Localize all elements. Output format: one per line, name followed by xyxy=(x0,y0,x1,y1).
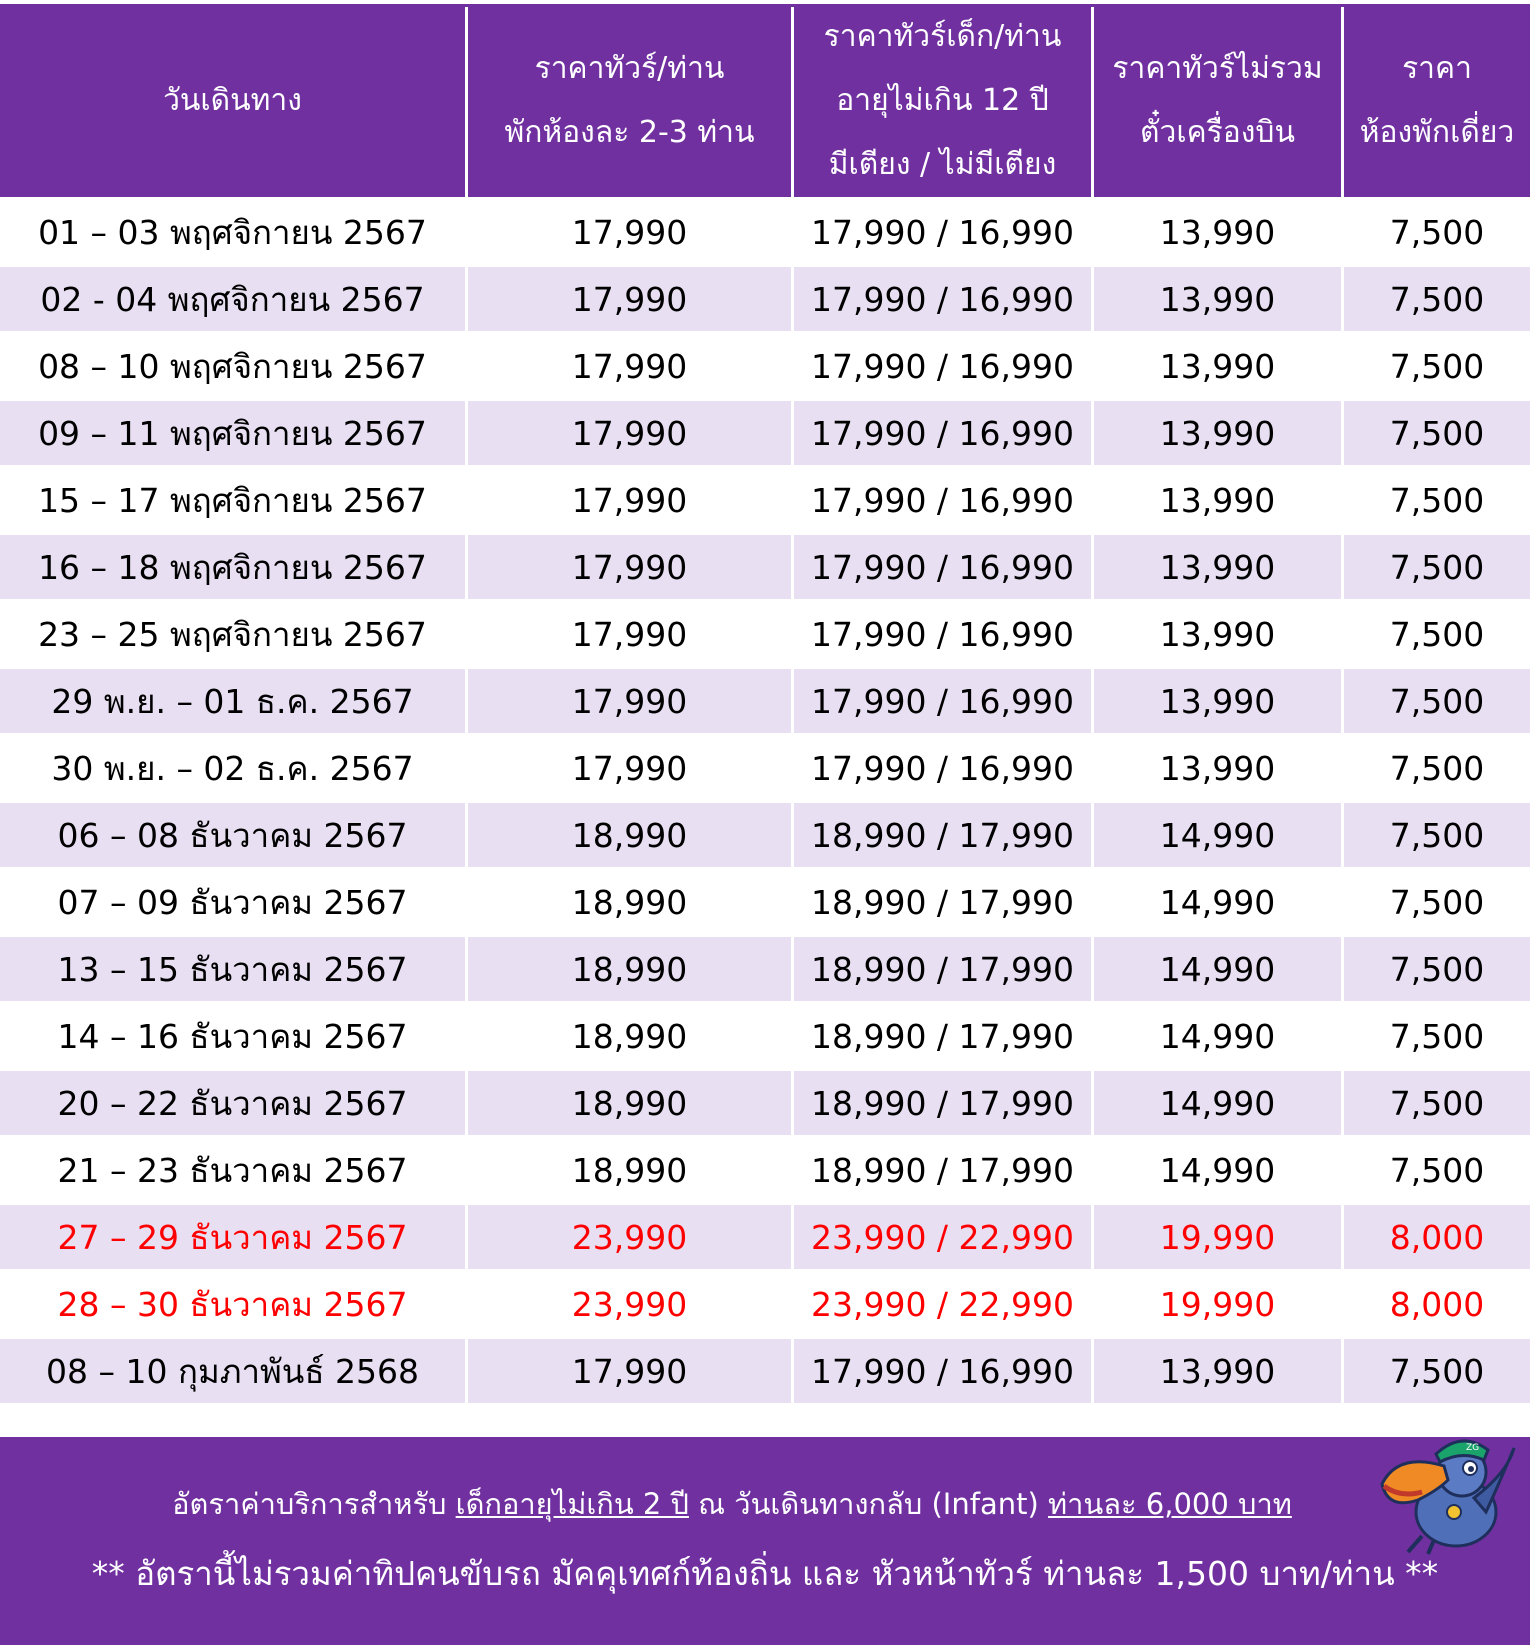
cell-single-room-price: 8,000 xyxy=(1344,1202,1530,1269)
header-row xyxy=(0,4,1530,197)
cell-child-price: 17,990 / 16,990 xyxy=(794,733,1094,800)
cell-child-price: 17,990 / 16,990 xyxy=(794,331,1094,398)
header-no-ticket-price xyxy=(1094,4,1344,197)
cell-child-price: 23,990 / 22,990 xyxy=(794,1269,1094,1336)
cell-no-ticket-price: 13,990 xyxy=(1094,398,1344,465)
cell-child-price: 18,990 / 17,990 xyxy=(794,800,1094,867)
cell-child-price: 18,990 / 17,990 xyxy=(794,867,1094,934)
cell-travel-date: 27 – 29 ธันวาคม 2567 xyxy=(0,1202,468,1269)
cell-adult-price: 18,990 xyxy=(468,1068,794,1135)
header-line: ราคาทัวร์ไม่รวม xyxy=(1112,50,1323,86)
price-sheet xyxy=(0,4,1530,1403)
cell-adult-price: 18,990 xyxy=(468,934,794,1001)
cell-no-ticket-price: 14,990 xyxy=(1094,1068,1344,1135)
footer-notes xyxy=(0,1437,1530,1645)
table-row xyxy=(0,599,1530,666)
cell-single-room-price: 7,500 xyxy=(1344,934,1530,1001)
cell-adult-price: 18,990 xyxy=(468,1135,794,1202)
table-row xyxy=(0,867,1530,934)
cell-adult-price: 17,990 xyxy=(468,599,794,666)
cell-travel-date: 21 – 23 ธันวาคม 2567 xyxy=(0,1135,468,1202)
cell-single-room-price: 7,500 xyxy=(1344,867,1530,934)
cell-adult-price: 18,990 xyxy=(468,867,794,934)
header-child-price xyxy=(794,4,1094,197)
cell-adult-price: 18,990 xyxy=(468,1001,794,1068)
cell-child-price: 18,990 / 17,990 xyxy=(794,934,1094,1001)
cell-no-ticket-price: 13,990 xyxy=(1094,197,1344,264)
table-row xyxy=(0,398,1530,465)
cell-no-ticket-price: 19,990 xyxy=(1094,1202,1344,1269)
cell-child-price: 18,990 / 17,990 xyxy=(794,1135,1094,1202)
cell-travel-date: 16 – 18 พฤศจิกายน 2567 xyxy=(0,532,468,599)
cell-travel-date: 09 – 11 พฤศจิกายน 2567 xyxy=(0,398,468,465)
cell-no-ticket-price: 13,990 xyxy=(1094,331,1344,398)
cell-no-ticket-price: 13,990 xyxy=(1094,532,1344,599)
header-line: มีเตียง / ไม่มีเตียง xyxy=(828,146,1057,182)
cell-travel-date: 20 – 22 ธันวาคม 2567 xyxy=(0,1068,468,1135)
top-border-line xyxy=(0,4,1530,7)
cell-single-room-price: 7,500 xyxy=(1344,1001,1530,1068)
cell-single-room-price: 7,500 xyxy=(1344,331,1530,398)
header-line: ห้องพักเดี่ยว xyxy=(1359,114,1515,150)
header-single-room xyxy=(1344,4,1530,197)
cell-travel-date: 01 – 03 พฤศจิกายน 2567 xyxy=(0,197,468,264)
header-line: อายุไม่เกิน 12 ปี xyxy=(836,82,1049,118)
infant-middle: ณ วันเดินทางกลับ (Infant) xyxy=(698,1487,1039,1521)
infant-prefix: อัตราค่าบริการสำหรับ xyxy=(172,1487,447,1521)
cell-adult-price: 17,990 xyxy=(468,398,794,465)
cell-adult-price: 17,990 xyxy=(468,532,794,599)
cell-travel-date: 08 – 10 พฤศจิกายน 2567 xyxy=(0,331,468,398)
cell-single-room-price: 7,500 xyxy=(1344,398,1530,465)
table-row xyxy=(0,1135,1530,1202)
cell-no-ticket-price: 13,990 xyxy=(1094,1336,1344,1403)
cell-child-price: 17,990 / 16,990 xyxy=(794,197,1094,264)
header-line: ราคา xyxy=(1402,50,1472,86)
cell-single-room-price: 8,000 xyxy=(1344,1269,1530,1336)
cell-no-ticket-price: 13,990 xyxy=(1094,733,1344,800)
table-row xyxy=(0,1202,1530,1269)
cell-travel-date: 06 – 08 ธันวาคม 2567 xyxy=(0,800,468,867)
cell-travel-date: 28 – 30 ธันวาคม 2567 xyxy=(0,1269,468,1336)
table-row xyxy=(0,197,1530,264)
cell-single-room-price: 7,500 xyxy=(1344,197,1530,264)
table-row xyxy=(0,465,1530,532)
cell-no-ticket-price: 14,990 xyxy=(1094,934,1344,1001)
cell-adult-price: 23,990 xyxy=(468,1202,794,1269)
cell-no-ticket-price: 13,990 xyxy=(1094,666,1344,733)
cell-travel-date: 13 – 15 ธันวาคม 2567 xyxy=(0,934,468,1001)
table-row xyxy=(0,1269,1530,1336)
mascot-cap-text: ZG xyxy=(1466,1443,1480,1453)
cell-travel-date: 23 – 25 พฤศจิกายน 2567 xyxy=(0,599,468,666)
table-row xyxy=(0,733,1530,800)
cell-single-room-price: 7,500 xyxy=(1344,1068,1530,1135)
cell-child-price: 17,990 / 16,990 xyxy=(794,398,1094,465)
cell-child-price: 17,990 / 16,990 xyxy=(794,264,1094,331)
header-adult-price xyxy=(468,4,794,197)
cell-adult-price: 17,990 xyxy=(468,331,794,398)
table-row xyxy=(0,666,1530,733)
cell-child-price: 18,990 / 17,990 xyxy=(794,1068,1094,1135)
cell-adult-price: 17,990 xyxy=(468,264,794,331)
table-row xyxy=(0,934,1530,1001)
header-line: ตั๋วเครื่องบิน xyxy=(1140,114,1295,150)
cell-adult-price: 17,990 xyxy=(468,666,794,733)
cell-no-ticket-price: 14,990 xyxy=(1094,1001,1344,1068)
table-header xyxy=(0,4,1530,197)
header-travel-date xyxy=(0,4,468,197)
table-body xyxy=(0,197,1530,1403)
cell-no-ticket-price: 14,990 xyxy=(1094,1135,1344,1202)
cell-adult-price: 17,990 xyxy=(468,197,794,264)
cell-child-price: 17,990 / 16,990 xyxy=(794,666,1094,733)
cell-no-ticket-price: 13,990 xyxy=(1094,599,1344,666)
cell-single-room-price: 7,500 xyxy=(1344,733,1530,800)
cell-single-room-price: 7,500 xyxy=(1344,465,1530,532)
cell-child-price: 17,990 / 16,990 xyxy=(794,532,1094,599)
infant-rate-note xyxy=(0,1481,1464,1527)
cell-single-room-price: 7,500 xyxy=(1344,1135,1530,1202)
cell-adult-price: 17,990 xyxy=(468,733,794,800)
infant-price: ท่านละ 6,000 บาท xyxy=(1048,1487,1292,1521)
cell-child-price: 17,990 / 16,990 xyxy=(794,599,1094,666)
table-row xyxy=(0,1068,1530,1135)
table-row xyxy=(0,1336,1530,1403)
cell-no-ticket-price: 14,990 xyxy=(1094,800,1344,867)
cell-adult-price: 17,990 xyxy=(468,465,794,532)
infant-age: เด็กอายุไม่เกิน 2 ปี xyxy=(455,1487,689,1521)
table-row xyxy=(0,1001,1530,1068)
cell-no-ticket-price: 14,990 xyxy=(1094,867,1344,934)
cell-single-room-price: 7,500 xyxy=(1344,666,1530,733)
cell-single-room-price: 7,500 xyxy=(1344,599,1530,666)
cell-adult-price: 17,990 xyxy=(468,1336,794,1403)
cell-no-ticket-price: 13,990 xyxy=(1094,264,1344,331)
table-row xyxy=(0,264,1530,331)
cell-no-ticket-price: 19,990 xyxy=(1094,1269,1344,1336)
cell-single-room-price: 7,500 xyxy=(1344,264,1530,331)
cell-child-price: 23,990 / 22,990 xyxy=(794,1202,1094,1269)
cell-travel-date: 29 พ.ย. – 01 ธ.ค. 2567 xyxy=(0,666,468,733)
cell-adult-price: 18,990 xyxy=(468,800,794,867)
cell-travel-date: 08 – 10 กุมภาพันธ์ 2568 xyxy=(0,1336,468,1403)
cell-no-ticket-price: 13,990 xyxy=(1094,465,1344,532)
cell-single-room-price: 7,500 xyxy=(1344,1336,1530,1403)
tip-note: ** อัตรานี้ไม่รวมค่าทิปคนขับรถ มัคคุเทศก์ท้องถิ่น และ หัวหน้าทัวร์ ท่านละ 1,500 บาท/ท่าน ** xyxy=(91,1554,1439,1593)
cell-single-room-price: 7,500 xyxy=(1344,532,1530,599)
tour-price-table xyxy=(0,4,1530,1403)
cell-travel-date: 02 - 04 พฤศจิกายน 2567 xyxy=(0,264,468,331)
cell-adult-price: 23,990 xyxy=(468,1269,794,1336)
table-row xyxy=(0,331,1530,398)
cell-single-room-price: 7,500 xyxy=(1344,800,1530,867)
cell-travel-date: 07 – 09 ธันวาคม 2567 xyxy=(0,867,468,934)
table-row xyxy=(0,532,1530,599)
table-row xyxy=(0,800,1530,867)
cell-child-price: 17,990 / 16,990 xyxy=(794,1336,1094,1403)
header-line: พักห้องละ 2-3 ท่าน xyxy=(504,114,755,150)
cell-child-price: 17,990 / 16,990 xyxy=(794,465,1094,532)
header-line: ราคาทัวร์เด็ก/ท่าน xyxy=(823,18,1062,54)
cell-child-price: 18,990 / 17,990 xyxy=(794,1001,1094,1068)
cell-travel-date: 15 – 17 พฤศจิกายน 2567 xyxy=(0,465,468,532)
toucan-mascot-icon xyxy=(1378,1428,1518,1556)
cell-travel-date: 30 พ.ย. – 02 ธ.ค. 2567 xyxy=(0,733,468,800)
header-line: วันเดินทาง xyxy=(163,82,302,118)
header-line: ราคาทัวร์/ท่าน xyxy=(534,50,725,86)
cell-travel-date: 14 – 16 ธันวาคม 2567 xyxy=(0,1001,468,1068)
